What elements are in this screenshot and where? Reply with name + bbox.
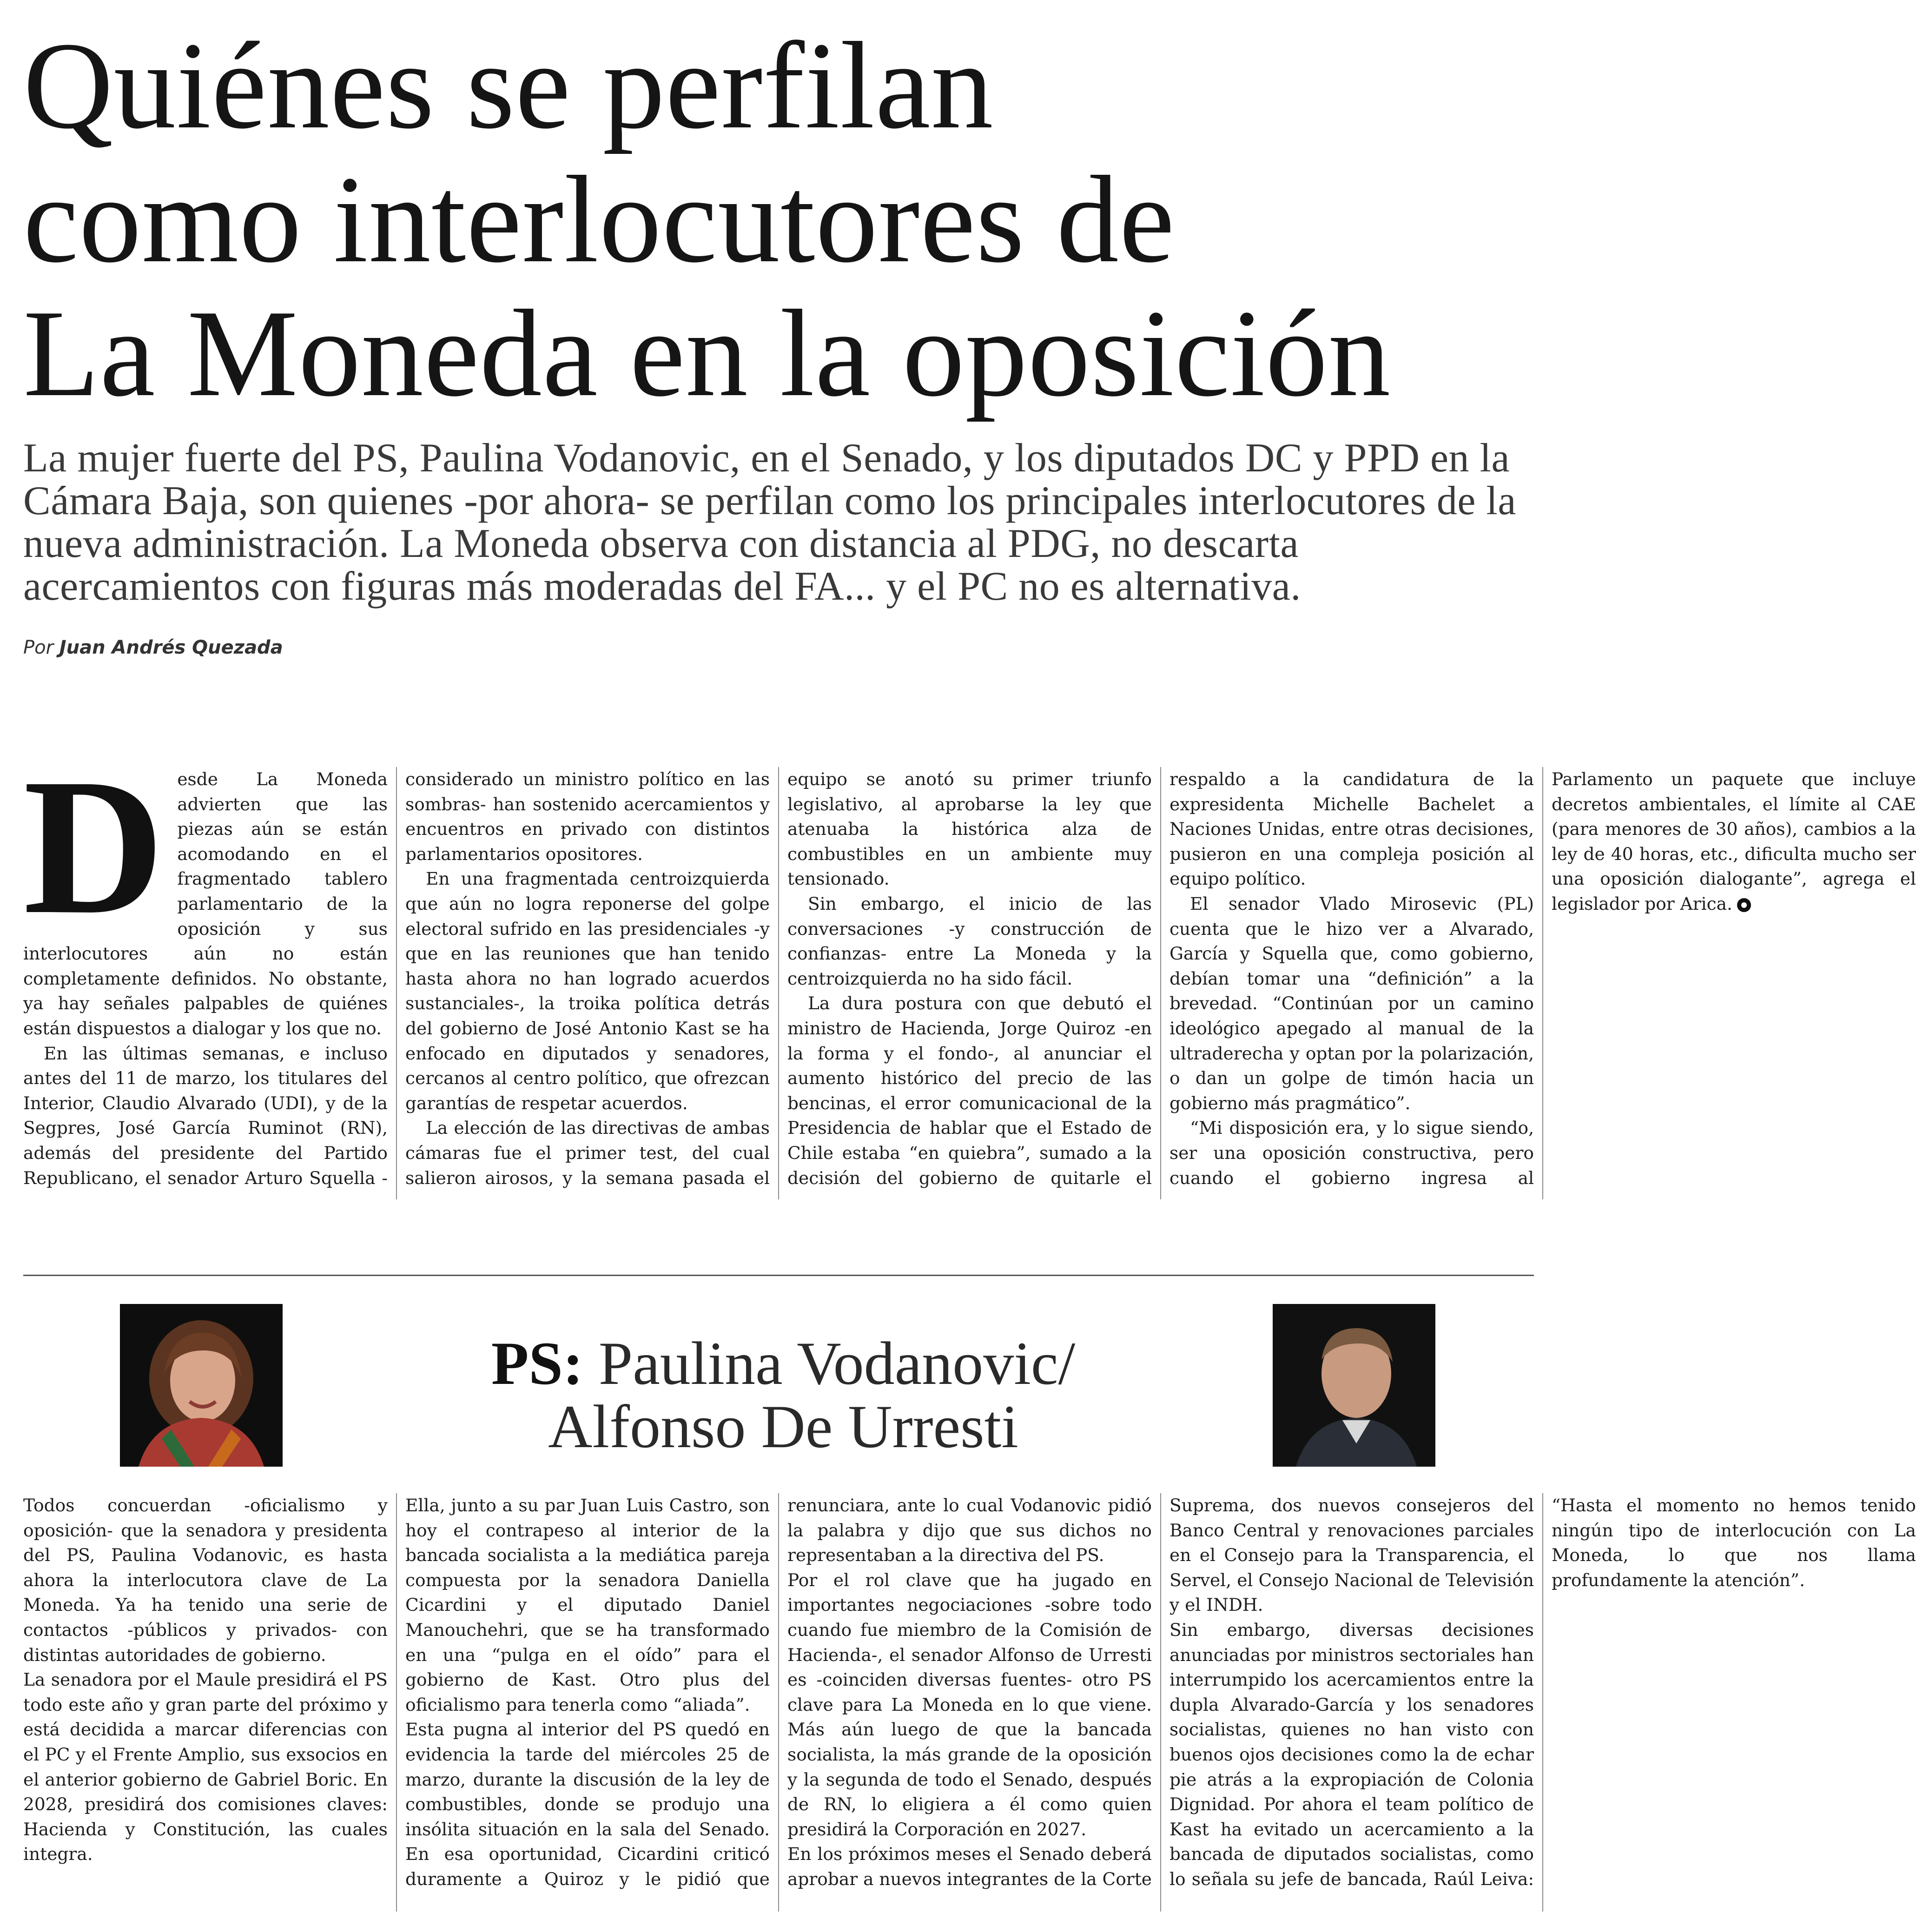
byline — [23, 637, 283, 658]
end-mark-icon — [1737, 898, 1751, 912]
section-names-line-1: Paulina Vodanovic/ — [598, 1329, 1076, 1397]
dropcap: D — [23, 738, 165, 954]
section-paragraph-3: Ella, junto a su par Juan Luis Castro, son hoy el contrapeso al interior de la bancada socialista a la mediática pareja compuesta por la senadora Daniella Cicardini y el diputado Daniel Manouchehri, que se ha transformado en una “pulga en el oído” para el gobierno de Kast. Otro plus del oficialismo para tenerla como “aliada”. — [405, 1495, 770, 1715]
section-paragraph-4: Esta pugna al interior del PS quedó en evidencia la tarde del miércoles 25 de marzo, durante la discusión de la ley de combustibles, donde se produjo una insólita situación en la sala del Senado. En esa oportunidad, Cicardini criticó duramente a Quiroz y le pidió que renunciara, ante lo cual Vodanovic pidió la palabra y dijo que sus dichos no representaban a la directiva del PS. — [405, 1495, 1152, 1889]
section-paragraph-6: En los próximos meses el Senado deberá aprobar a nuevos integrantes de la Corte Suprema, dos nuevos consejeros del Banco Central y renovaciones parciales en el Consejo para la Transparencia, el Servel, el Consejo Nacional de Televisión y el INDH. — [787, 1495, 1534, 1889]
section-names-line-2: Alfonso De Urresti — [548, 1392, 1018, 1461]
article-paragraph-4: La elección de las directivas de ambas cámaras fue el primer test, del cual salieron airosos, y la semana pasada el equipo se anotó su primer triunfo legislativo, al aprobarse la ley que atenuaba la histórica alza de combustibles en un ambiente muy tensionado. — [405, 769, 1152, 1188]
headline-line-1: Quiénes se perfilan — [23, 16, 994, 154]
headline-line-3: La Moneda en la oposición — [23, 284, 1391, 422]
article-paragraph-7: El senador Vlado Mirosevic (PL) cuenta que le hizo ver a Alvarado, García y Squella que, como gobierno, debían tomar una “definición” a la brevedad. “Continúan por un camino ideológico apegado al manual de la ultraderecha y optan por la polarización, o dan un golpe de timón hacia un gobierno más pragmático”. — [1169, 893, 1534, 1113]
portrait-paulina-vodanovic — [120, 1304, 283, 1467]
article-paragraph-8: “Mi disposición era, y lo sigue siendo, ser una oposición constructiva, pero cuando el gobierno ingresa al Parlamento un paquete que incluye decretos ambientales, el límite al CAE (para menores de 30 años), cambios a la ley de 40 horas, etc., dificulta mucho ser una oposición dialogante”, agrega el legislador por Arica. — [1169, 769, 1916, 1188]
headline — [23, 16, 1553, 422]
article-paragraph-5: Sin embargo, el inicio de las conversaciones -y construcción de confianzas- entre La Moneda y la centroizquierda no ha sido fácil. — [787, 893, 1152, 989]
section-party: PS: — [491, 1329, 583, 1397]
article-paragraph-2: En las últimas semanas, e incluso antes del 11 de marzo, los titulares del Interior, Claudio Alvarado (UDI), y de la Segpres, José García Ruminot (RN), además del presidente del Partido Republicano, el senador Arturo Squella -considerado un ministro político en las sombras- han sostenido acercamientos y encuentros en privado con distintos parlamentarios opositores. — [23, 769, 770, 1188]
article-paragraph-6: La dura postura con que debutó el ministro de Hacienda, Jorge Quiroz -en la forma y el fondo-, al anunciar el aumento histórico del precio de las bencinas, el error comunicacional de la Presidencia de hablar que el Estado de Chile estaba “en quiebra”, sumado a la decisión del gobierno de quitarle el respaldo a la candidatura de la expresidenta Michelle Bachelet a Naciones Unidas, entre otras decisiones, pusieron en una compleja posición al equipo político. — [787, 769, 1534, 1188]
section-paragraph-5: Por el rol clave que ha jugado en importantes negociaciones -sobre todo cuando fue miembro de la Comisión de Hacienda-, el senador Alfonso de Urresti es -coinciden diversas fuentes- otro PS clave para La Moneda en lo que viene. Más aún luego de que la bancada socialista, la más grande de la oposición y la segunda de todo el Senado, después de RN, lo eligiera a él como quien presidirá la Corporación en 2027. — [787, 1569, 1152, 1839]
section-divider — [23, 1275, 1534, 1276]
portrait-alfonso-de-urresti — [1273, 1304, 1435, 1467]
article-paragraph-1: Desde La Moneda advierten que las piezas aún se están acomodando en el fragmentado tablero parlamentario de la oposición y sus interlocutores aún no están completamente definidos. No obstante, ya hay señales palpables de quiénes están dispuestos a dialogar y los que no. — [23, 738, 388, 1039]
deck-summary: La mujer fuerte del PS, Paulina Vodanovic, en el Senado, y los diputados DC y PPD en la Cámara Baja, son quienes -por ahora- se perfilan como los principales interlocutores de la nueva administración. La Moneda observa con distancia al PDG, no descarta acercamientos con figuras más moderadas del FA... y el PC no es alternativa. — [23, 436, 1516, 609]
section-paragraph-1: Todos concuerdan -oficialismo y oposición- que la senadora y presidenta del PS, Paulina Vodanovic, es hasta ahora la interlocutora clave de La Moneda. Ya ha tenido una serie de contactos -públicos y privados- con distintas autoridades de gobierno. — [23, 1495, 388, 1665]
byline-author: Juan Andrés Quezada — [59, 637, 283, 658]
section-columns — [23, 1493, 1916, 1912]
article-column-1 — [23, 738, 1916, 1199]
section-paragraph-2: La senadora por el Maule presidirá el PS todo este año y gran parte del próximo y está decidida a marcar diferencias con el PC y el Frente Amplio, sus exsocios en el anterior gobierno de Gabriel Boric. En 2028, presidirá dos comisiones claves: Hacienda y Constitución, las cuales integra. — [23, 1669, 388, 1865]
section-body — [23, 1493, 1916, 1912]
byline-prefix: Por — [23, 637, 54, 658]
article-paragraph-3: En una fragmentada centroizquierda que aún no logra reponerse del golpe electoral sufrido en las presidenciales -y que en las reuniones que han tenido hasta ahora no han logrado acuerdos sustanciales-, la troika política detrás del gobierno de José Antonio Kast se ha enfocado en diputados y senadores, cercanos al centro político, que ofrezcan garantías de respetar acuerdos. — [405, 868, 770, 1113]
section-paragraph-7: Sin embargo, diversas decisiones anunciadas por ministros sectoriales han interrumpido los acercamientos entre la dupla Alvarado-García y los senadores socialistas, quienes no han visto con buenos ojos decisiones como la de echar pie atrás a la expropiación de Colonia Dignidad. Por ahora el team político de Kast ha evitado un acercamiento a la bancada de diputados socialistas, como lo señala su jefe de bancada, Raúl Leiva: “Hasta el momento no hemos tenido ningún tipo de interlocución con La Moneda, lo que nos llama profundamente la atención”. — [1169, 1495, 1916, 1889]
article-body — [23, 738, 1916, 1204]
section-title — [297, 1329, 1269, 1461]
headline-line-2: como interlocutores de — [23, 150, 1175, 288]
